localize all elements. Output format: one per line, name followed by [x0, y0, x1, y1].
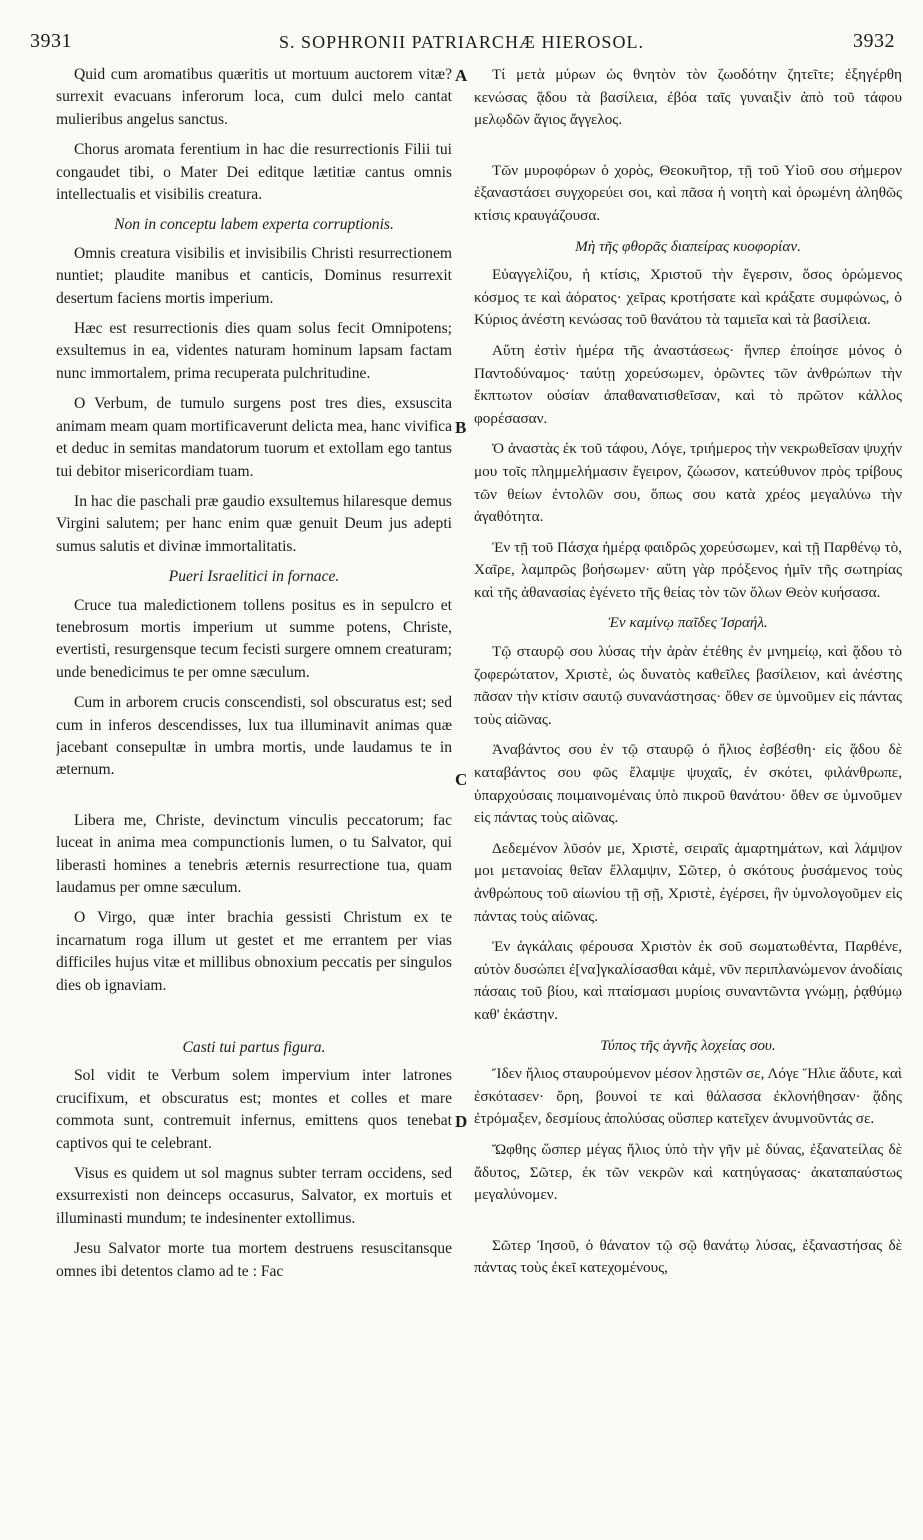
running-title: S. SOPHRONII PATRIARCHÆ HIEROSOL. [279, 32, 644, 52]
latin-paragraph: Libera me, Christe, devinctum vinculis peccatorum; fac luceat in anima mea compunctionis lumen, o tu Salvator, qui liberasti homines a tenebris æternis resurrectione tua, quam laudamus per omne sæculum. [56, 811, 452, 896]
latin-paragraph: Omnis creatura visibilis et invisibilis Christi resurrectionem nuntiet; plaudite manibus et canticis, Dominus resurrexit desertum faciens mortis imperium. [56, 244, 452, 307]
greek-paragraph: Ἐν τῇ τοῦ Πάσχα ἡμέρᾳ φαιδρῶς χορεύσωμεν, καὶ τῇ Παρθένῳ τὸ, Χαῖρε, λαμπρῶς βοήσωμεν· αὕτη γὰρ πρόξενος ἡμῖν τῆς σωτηρίας καὶ τῆς ἀθανασίας ἐγένετο τῆς θείας τὸν τῶν ὅλων Θεὸν κυήσασα. [474, 538, 902, 601]
greek-paragraph: Τῷ σταυρῷ σου λύσας τὴν ἀρὰν ἐτέθης ἐν μνημείῳ, καὶ ᾅδου τὸ ζοφερώτατον, Χριστὲ, ὡς δυνατὸς καθεῖλες βασίλειον, καὶ ἀνέστης πᾶσαν τὴν κτίσιν σαυτῷ συνανάστησας· ὅθεν σε ὑμνοῦμεν εἰς πάντας τοὺς αἰῶνας. [474, 643, 902, 728]
greek-paragraph: Ἐν ἀγκάλαις φέρουσα Χριστὸν ἐκ σοῦ σωματωθέντα, Παρθένε, αὐτὸν δυσώπει ἐ[να]γκαλίσασθαι κἀμὲ, νῦν περιπλανώμενον ἀνοδίαις πάσαις τοῦ βίου, καὶ πταίσμασι μυρίοις συναντῶντα γνώμῃ, ῥᾳθύμῳ καθ' ἑκάστην. [474, 938, 902, 1023]
latin-column [56, 64, 452, 1530]
margin-marker-b: B [455, 418, 467, 437]
latin-heading: Pueri Israelitici in fornace. [168, 568, 340, 586]
margin-marker-d: D [455, 1112, 468, 1131]
latin-paragraph: Quid cum aromatibus quæritis ut mortuum auctorem vitæ? surrexit evacuans inferorum loca, cum dulci melo cantat mulieribus angelus sanctus. [56, 66, 452, 128]
latin-paragraph: Chorus aromata ferentium in hac die resurrectionis Filii tui congaudet tibi, o Mater Dei editque lætitiæ cantus omnis intellectualis et visibilis creatura. [56, 141, 452, 204]
greek-paragraph: Ἴδεν ἥλιος σταυρούμενον μέσον λῃστῶν σε, Λόγε Ἥλιε ἄδυτε, καὶ ἐσκότασεν· ὄρη, βουνοί τε καὶ θάλασσα ἐκλονήθησαν· ᾅδης ἐτρόμαξεν, δεσμίους ἀπολύσας οὕσπερ κατεῖχεν ἀνυμνοῦντάς σε. [474, 1065, 902, 1128]
greek-paragraph: Ὤφθης ὥσπερ μέγας ἥλιος ὑπὸ τὴν γῆν μὲ δύνας, ἐξανατείλας δὲ ἄδυτος, Σῶτερ, ἐκ τῶν νεκρῶν καὶ κατηύγασας· ἀκαταπαύστως μεγαλύνομεν. [474, 1140, 902, 1204]
latin-paragraph: Visus es quidem ut sol magnus subter terram occidens, sed exsurrexisti non deinceps occasurus, Salvator, ex mortuis et illuminasti mundum; te indesinenter extollimus. [56, 1165, 452, 1227]
page-header [0, 30, 923, 56]
greek-paragraph: Σῶτερ Ἰησοῦ, ὁ θάνατον τῷ σῷ θανάτῳ λύσας, ἐξαναστήσας δὲ πάντας τοὺς ἐκεῖ κατεχομένους, [474, 1236, 902, 1277]
margin-marker-c: C [455, 770, 468, 789]
greek-paragraph: Τί μετὰ μύρων ὡς θνητὸν τὸν ζωοδότην ζητεῖτε; ἐξηγέρθη κενώσας ᾅδου τὰ βασίλεια, ἐβόα ταῖς γυναιξὶν ἀπὸ τοῦ τάφου μελῳδῶν ἅγιος ἄγγελος. [474, 66, 902, 129]
latin-paragraph: Cum in arborem crucis conscendisti, sol obscuratus est; sed cum in inferos descendisses, lux tua illuminavit animas quæ jacebant consepultæ in umbra mortis, unde laudamus te in æternum. [56, 694, 452, 779]
greek-paragraph: Δεδεμένον λῦσόν με, Χριστὲ, σειραῖς ἁμαρτημάτων, καὶ λάμψον μοι μετανοίας θεῖαν ἔλλαμψιν, Σῶτερ, ὁ σκότους ῥυσάμενος τοὺς ἀνθρώπους τοῦ αἰωνίου τῇ σῇ, Χριστὲ, ἐγέρσει, ἣν ὑμνολογοῦμεν εἰς πάντας τοὺς αἰῶνας. [474, 839, 902, 925]
latin-paragraph: In hac die paschali præ gaudio exsultemus hilaresque demus Virgini salutem; per hanc enim quæ genuit Deum jus adepti sumus salutis et divinæ immortalitatis. [56, 492, 452, 555]
greek-paragraph: Ὁ ἀναστὰς ἐκ τοῦ τάφου, Λόγε, τριήμερος τὴν νεκρωθεῖσαν ψυχήν μου τοῖς πλημμελήμασιν ἔγειρον, ζώωσον, κατεύθυνον πρὸς τρίβους τῶν θείων ἐντολῶν σου, ὅπως σου κατὰ χρέος μεγαλύνω τὴν ἀγαθότητα. [474, 440, 902, 526]
latin-paragraph: Cruce tua maledictionem tollens positus es in sepulcro et tenebrosum mortis imperium ut summe potens, Christe, evertisti, resurgensque tecum fecisti surgere omnem creaturam; unde benedicimus te per omne sæculum. [56, 596, 452, 681]
greek-paragraph: Εὐαγγελίζου, ἡ κτίσις, Χριστοῦ τὴν ἔγερσιν, ὅσος ὁρώμενος κόσμος τε καὶ ἀόρατος· χεῖρας κροτήσατε καὶ κράξατε συμφώνως, ὁ Κύριος ἀνέστη κενώσας τοῦ θανάτου τὰ ταμιεῖα καὶ τὰ βασίλεια. [474, 266, 902, 329]
latin-heading: Casti tui partus figura. [182, 1039, 326, 1057]
margin-marker-a: A [455, 66, 468, 85]
latin-paragraph: Sol vidit te Verbum solem impervium inter latrones crucifixum, et obscuratus est; montes et colles et mare commota sunt, contremuit infernus, emittens quos tenebat captivos qui te celebrant. [56, 1067, 452, 1152]
greek-heading: Μὴ τῆς φθορᾶς διαπείρας κυοφορίαν. [575, 237, 801, 255]
greek-heading: Τύπος τῆς ἁγνῆς λοχείας σου. [600, 1036, 776, 1054]
latin-heading: Non in conceptu labem experta corruptionis. [114, 216, 394, 234]
latin-paragraph: O Virgo, quæ inter brachia gessisti Christum ex te incarnatum roga illum ut gestet et me errantem per vias difficiles hujus vitæ et millibus obnoxium peccatis per singulos dies ob ignaviam. [56, 909, 452, 994]
greek-heading: Ἐν καμίνῳ παῖδες Ἰσραήλ. [608, 614, 768, 632]
greek-paragraph: Τῶν μυροφόρων ὁ χορὸς, Θεοκυῆτορ, τῇ τοῦ Υἱοῦ σου σήμερον ἐξαναστάσει συγχορεύει σοι, καὶ πᾶσα ἡ νοητὴ καὶ ὁρωμένη ἀληθῶς κτίσις κραυγάζουσα. [474, 161, 902, 224]
left-page-number: 3931 [30, 30, 72, 52]
latin-paragraph: Jesu Salvator morte tua mortem destruens resuscitansque omnes ibi detentos clamo ad te : Fac [56, 1240, 452, 1280]
greek-paragraph: Ἀναβάντος σου ἐν τῷ σταυρῷ ὁ ἥλιος ἐσβέσθη· εἰς ᾅδου δὲ καταβάντος σου φῶς ἔλαμψε ψυχαῖς, ἐν σκότει, φιλάνθρωπε, ὑπαρχούσαις ποιμαινομέναις ὑπὸ πικροῦ θανάτου· ὅθεν σε ὑμνοῦμεν εἰς πάντας τοὺς αἰῶνας. [474, 741, 902, 827]
right-page-number: 3932 [853, 30, 895, 52]
latin-paragraph: Hæc est resurrectionis dies quam solus fecit Omnipotens; exsultemus in ea, videntes naturam hominum lapsam factam nunc immortalem, prima recuperata pulchritudine. [56, 320, 452, 382]
latin-paragraph: O Verbum, de tumulo surgens post tres dies, exsuscita animam meam quam mortificaverunt delicta mea, hanc vivifica et deduc in semitas mandatorum tuorum et extollam ego tantus tui debitor misericordiam tuam. [56, 395, 452, 480]
greek-column [474, 64, 902, 1530]
greek-paragraph: Αὕτη ἐστὶν ἡμέρα τῆς ἀναστάσεως· ἥνπερ ἐποίησε μόνος ὁ Παντοδύναμος· ταύτῃ χορεύσωμεν, ὁρῶντες τῶν ἀνθρώπων τὴν ἔκπτωτον οὐσίαν ἀπαθανατισθεῖσαν, καὶ τὸ πρῶτον κάλλος φορέσασαν. [474, 341, 902, 427]
